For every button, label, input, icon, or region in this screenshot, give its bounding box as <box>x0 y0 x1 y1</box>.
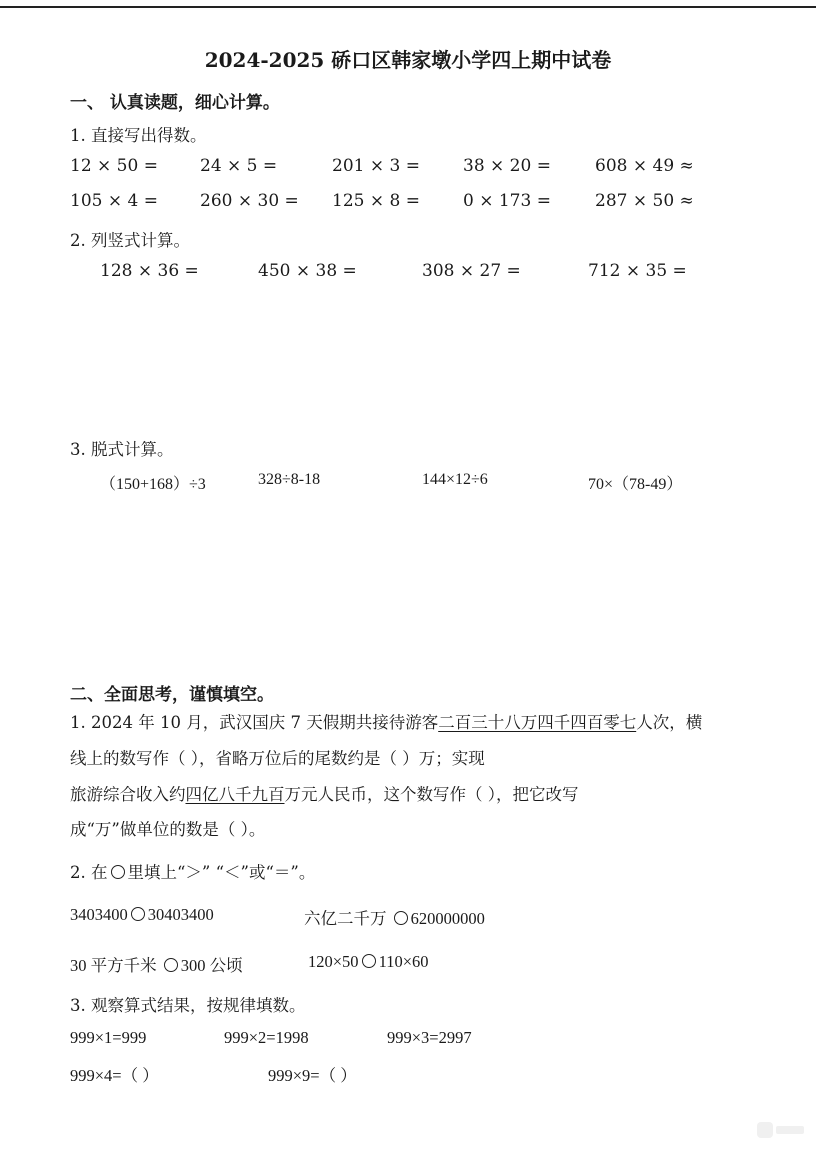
compare-circle-icon[interactable] <box>164 958 178 972</box>
section-1-heading: 一、 认真读题，细心计算。 <box>70 93 280 113</box>
compare-circle-icon[interactable] <box>394 911 408 925</box>
compare-left: 3403400 <box>70 905 128 924</box>
q3-expr: 144×12÷6 <box>422 471 488 488</box>
q2-expr: 450 × 38 = <box>258 261 357 281</box>
q2-expr: 128 × 36 = <box>100 261 199 281</box>
section-2-heading: 二、全面思考，谨慎填空。 <box>70 685 274 705</box>
fill-q3-label: 3. 观察算式结果，按规律填数。 <box>70 996 306 1015</box>
q1-expr: 105 × 4 = <box>70 191 158 211</box>
q1-expr: 608 × 49 ≈ <box>595 156 694 176</box>
q1-expr: 38 × 20 = <box>463 156 551 176</box>
pattern-blank: 999×9=（ ） <box>268 1066 357 1085</box>
q1-expr: 125 × 8 = <box>332 191 420 211</box>
pattern-expr: 999×3=2997 <box>387 1028 472 1047</box>
fill-q1-underlined-number: 四亿八千九百 <box>185 785 285 804</box>
compare-left: 六亿二千万 <box>304 909 387 928</box>
fill-q2-text: 里填上“＞” “＜”或“＝”。 <box>127 863 316 882</box>
q1-expr: 0 × 173 = <box>463 191 551 211</box>
fill-q1-line-2: 线上的数写作（ ），省略万位后的尾数约是（ ）万；实现 <box>70 749 485 768</box>
pattern-blank: 999×4=（ ） <box>70 1066 159 1085</box>
top-rule <box>0 6 816 8</box>
fill-q1-line-1 <box>70 705 734 740</box>
q3-label: 3. 脱式计算。 <box>70 440 174 459</box>
fill-q1-text: 万元人民币，这个数写作（ ），把它改写 <box>284 785 579 804</box>
q3-expr: （150+168）÷3 <box>100 476 206 493</box>
compare-right: 30403400 <box>147 905 214 924</box>
compare-right: 110×60 <box>378 952 429 971</box>
q3-expr: 328÷8-18 <box>258 471 321 488</box>
compare-item-3 <box>70 952 243 976</box>
compare-circle-icon[interactable] <box>362 954 376 968</box>
compare-right: 620000000 <box>410 909 485 928</box>
compare-item-2 <box>304 905 485 929</box>
compare-item-4 <box>308 952 429 972</box>
compare-left: 120×50 <box>308 952 359 971</box>
fill-q1-underlined-number: 二百三十八万四千四百零七 <box>438 713 637 732</box>
q1-label: 1. 直接写出得数。 <box>70 126 207 145</box>
fill-q1-text: 1. 2024 年 10 月，武汉国庆 7 天假期共接待游客 <box>70 713 439 732</box>
page-title: 2024-2025 硚口区韩家墩小学四上期中试卷 <box>204 48 612 72</box>
q1-expr: 12 × 50 = <box>70 156 158 176</box>
q2-expr: 712 × 35 = <box>588 261 687 281</box>
fill-q1-line-3 <box>70 777 734 812</box>
pattern-expr: 999×1=999 <box>70 1028 147 1047</box>
q3-expr: 70×（78-49） <box>588 476 683 493</box>
compare-circle-icon[interactable] <box>131 907 145 921</box>
fill-q2-text: 2. 在 <box>70 863 108 882</box>
q2-expr: 308 × 27 = <box>422 261 521 281</box>
watermark-logo <box>756 1119 806 1141</box>
pattern-expr: 999×2=1998 <box>224 1028 309 1047</box>
q1-expr: 260 × 30 = <box>200 191 299 211</box>
fill-q1-text: 人次，横 <box>636 713 703 732</box>
q2-label: 2. 列竖式计算。 <box>70 231 190 250</box>
compare-item-1 <box>70 905 214 925</box>
q1-expr: 287 × 50 ≈ <box>595 191 694 211</box>
q1-expr: 24 × 5 = <box>200 156 278 176</box>
compare-circle-icon <box>111 865 125 879</box>
fill-q1-line-4: 成“万”做单位的数是（ ）。 <box>70 820 266 839</box>
q1-expr: 201 × 3 = <box>332 156 420 176</box>
fill-q1-text: 旅游综合收入约 <box>70 785 186 804</box>
compare-left: 30 平方千米 <box>70 956 157 975</box>
compare-right: 300 公顷 <box>180 956 243 975</box>
fill-q2-label <box>70 859 315 883</box>
